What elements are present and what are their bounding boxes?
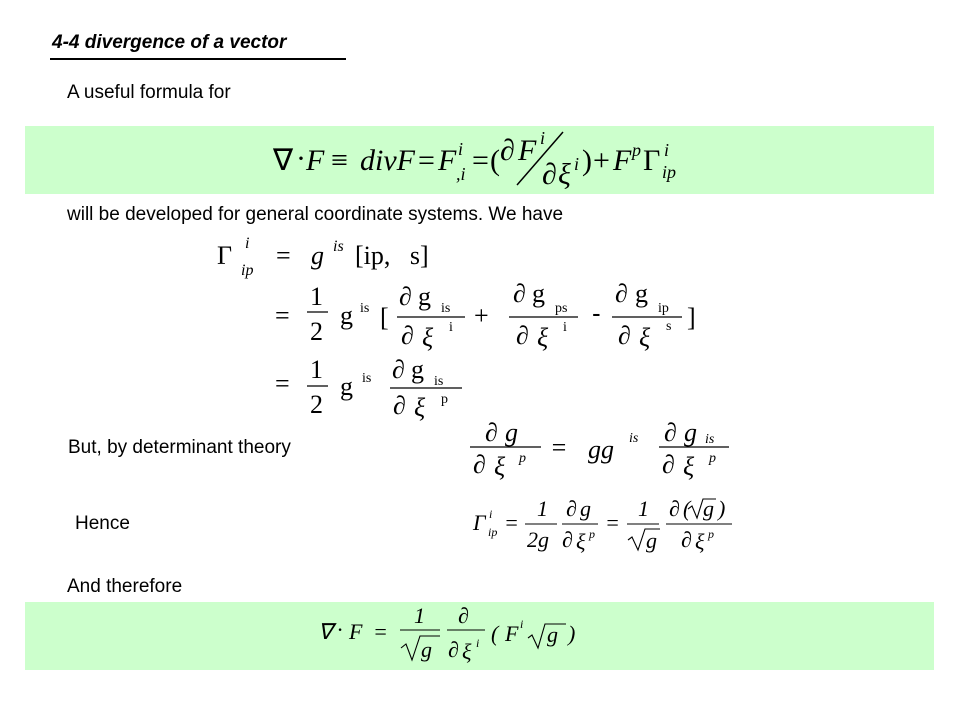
- partial-symbol: ∂: [681, 527, 692, 552]
- sub-ip: ip: [488, 525, 498, 539]
- sub-is: is: [705, 432, 715, 447]
- partial-symbol: ∂: [513, 279, 526, 308]
- metric-g: g: [311, 241, 324, 270]
- metric-g: g: [532, 279, 545, 308]
- vector-f: F: [349, 619, 363, 644]
- xi-symbol: ξ: [494, 452, 506, 481]
- metric-g: g: [547, 622, 558, 647]
- left-paren: (: [683, 496, 691, 521]
- f-symbol: F: [518, 134, 537, 167]
- gamma-symbol: Γ: [643, 144, 661, 177]
- sup-p: p: [632, 140, 641, 160]
- nabla-symbol: ∇: [318, 619, 333, 644]
- denominator-two: 2: [310, 390, 323, 419]
- sup-i: i: [489, 507, 493, 521]
- sub-ps: ps: [555, 301, 568, 316]
- sup-i: i: [476, 636, 480, 650]
- metric-g: g: [340, 372, 353, 401]
- xi-symbol: ξ: [576, 529, 586, 554]
- sup-is: is: [629, 431, 639, 446]
- partial-symbol: ∂: [664, 418, 677, 447]
- partial-symbol: ∂: [662, 450, 675, 479]
- plus-sign: +: [474, 301, 489, 330]
- xi-symbol: ξ: [414, 393, 426, 422]
- gamma-symbol: Γ: [473, 510, 486, 535]
- equals-sign: =: [472, 144, 489, 177]
- partial-symbol: ∂: [562, 527, 573, 552]
- equals-sign: =: [373, 619, 388, 644]
- metric-g: g: [411, 355, 424, 384]
- dot-operator: ·: [337, 617, 343, 642]
- xi-symbol: ξ: [683, 452, 695, 481]
- partial-symbol: ∂: [485, 418, 498, 447]
- div-f: divF: [360, 144, 415, 177]
- metric-g: g: [505, 418, 518, 447]
- partial-symbol: ∂: [566, 496, 577, 521]
- partial-symbol: ∂: [542, 158, 557, 191]
- f-component: F: [438, 144, 457, 177]
- sup-is: is: [360, 301, 370, 316]
- equals-sign: =: [504, 510, 519, 535]
- plus-sign: +: [593, 144, 610, 177]
- metric-g: g: [635, 279, 648, 308]
- numerator-one: 1: [537, 496, 548, 521]
- sub-comma-i: ,i: [456, 164, 466, 184]
- xi-symbol: ξ: [462, 639, 472, 664]
- xi-symbol: ξ: [422, 323, 434, 352]
- metric-g: g: [418, 282, 431, 311]
- sup-i: i: [245, 235, 250, 252]
- numerator-one: 1: [310, 282, 323, 311]
- developed-text: will be developed for general coordinate systems. We have: [67, 204, 564, 225]
- partial-symbol: ∂: [401, 321, 414, 350]
- numerator-one: 1: [414, 603, 425, 628]
- partial-symbol: ∂: [669, 496, 680, 521]
- sub-is: is: [434, 374, 444, 389]
- partial-symbol: ∂: [473, 450, 486, 479]
- sub-ip: ip: [241, 262, 254, 279]
- sup-i: i: [540, 128, 546, 148]
- xi-symbol: ξ: [558, 158, 571, 191]
- gamma-symbol: Γ: [217, 241, 233, 270]
- sup-is: is: [333, 238, 344, 255]
- equals-sign: =: [418, 144, 435, 177]
- slide-title: 4-4 divergence of a vector: [52, 32, 287, 53]
- numerator-one: 1: [310, 355, 323, 384]
- sup-i: i: [458, 139, 464, 159]
- hence-text: Hence: [75, 513, 130, 534]
- equals-sign: =: [550, 433, 568, 462]
- partial-symbol: ∂: [392, 355, 405, 384]
- metric-g: g: [340, 301, 353, 330]
- partial-symbol: ∂: [500, 134, 515, 167]
- sup-is: is: [362, 371, 372, 386]
- numerator-one: 1: [638, 496, 649, 521]
- left-paren: (: [491, 621, 499, 646]
- sub-ip: ip: [662, 162, 677, 182]
- sup-i: i: [574, 154, 580, 174]
- sup-i: i: [520, 617, 524, 631]
- xi-symbol: ξ: [695, 529, 705, 554]
- right-bracket: ]: [687, 303, 696, 332]
- partial-symbol: ∂: [393, 391, 406, 420]
- metric-g: g: [580, 496, 591, 521]
- f-symbol: F: [505, 621, 519, 646]
- partial-symbol: ∂: [516, 321, 529, 350]
- sup-p: p: [519, 451, 526, 466]
- denominator-2g: 2g: [527, 527, 549, 552]
- partial-symbol: ∂: [399, 282, 412, 311]
- xi-symbol: ξ: [537, 323, 549, 352]
- equals-sign: =: [276, 241, 291, 270]
- sup-p: p: [708, 527, 714, 541]
- christoffel-bracket: [ip, s]: [355, 241, 429, 270]
- sub-is: is: [441, 301, 451, 316]
- equals-sign: =: [275, 369, 290, 398]
- partial-symbol: ∂: [618, 321, 631, 350]
- sup-i: i: [664, 140, 670, 160]
- right-paren: ): [568, 621, 576, 646]
- partial-symbol: ∂: [458, 603, 469, 628]
- sup-s: s: [666, 319, 672, 334]
- sup-p: p: [441, 392, 448, 407]
- determinant-text: But, by determinant theory: [68, 437, 291, 458]
- minus-sign: -: [592, 298, 601, 328]
- left-bracket: [: [380, 303, 389, 332]
- dot-operator: ·: [296, 142, 306, 175]
- gg-symbol: gg: [588, 435, 614, 464]
- xi-symbol: ξ: [639, 323, 651, 352]
- vector-f: F: [306, 144, 325, 177]
- right-paren: ): [582, 144, 592, 177]
- partial-symbol: ∂: [448, 637, 459, 662]
- sub-ip: ip: [658, 301, 669, 316]
- denominator-two: 2: [310, 317, 323, 346]
- left-paren: (: [490, 144, 500, 177]
- right-paren: ): [718, 496, 726, 521]
- intro-text: A useful formula for: [67, 82, 231, 103]
- nabla-symbol: ∇: [273, 144, 294, 177]
- metric-g: g: [421, 637, 432, 662]
- sup-i: i: [449, 320, 453, 335]
- metric-g: g: [684, 418, 697, 447]
- metric-g: g: [703, 496, 714, 521]
- sup-p: p: [589, 527, 595, 541]
- equals-sign: =: [605, 510, 620, 535]
- sup-i: i: [563, 320, 567, 335]
- f-symbol: F: [613, 144, 632, 177]
- equals-sign: =: [275, 301, 290, 330]
- partial-symbol: ∂: [615, 279, 628, 308]
- therefore-text: And therefore: [67, 576, 183, 597]
- sup-p: p: [709, 451, 716, 466]
- equiv-sign: ≡: [331, 144, 348, 177]
- metric-g: g: [646, 528, 657, 553]
